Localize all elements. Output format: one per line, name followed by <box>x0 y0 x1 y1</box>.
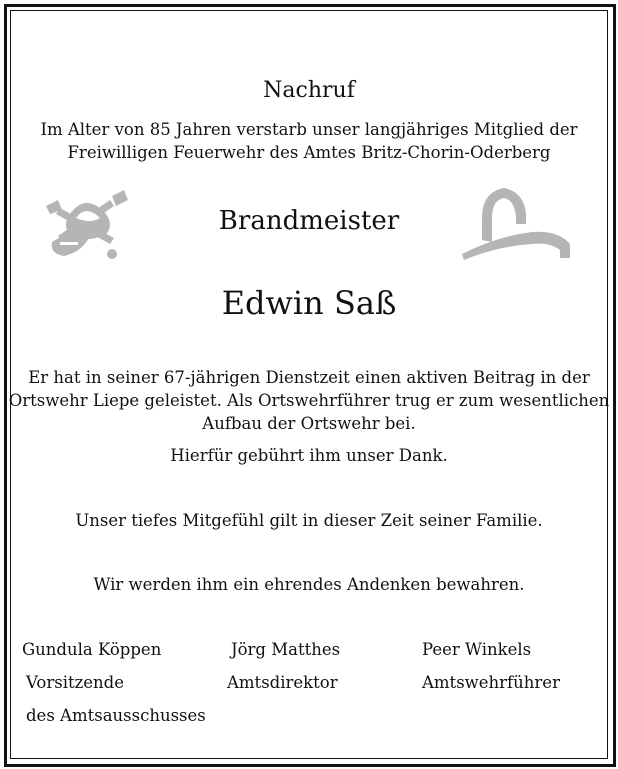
intro-line-2: Freiwilligen Feuerwehr des Amtes Britz-Chorin-Oderberg <box>67 143 551 162</box>
intro-text <box>0 118 618 164</box>
thanks-text: Hierfür gebührt ihm unser Dank. <box>170 446 448 465</box>
signatory-3-role: Amtswehrführer <box>422 673 560 692</box>
intro-line-1: Im Alter von 85 Jahren verstarb unser langjähriges Mitglied der <box>40 120 578 139</box>
rank-title: Brandmeister <box>218 206 400 236</box>
memory-text: Wir werden ihm ein ehrendes Andenken bewahren. <box>93 575 525 594</box>
deceased-name: Edwin Saß <box>221 284 397 322</box>
tribute-text <box>0 366 618 435</box>
tribute-line-2: Ortswehr Liepe geleistet. Als Ortswehrführer trug er zum wesentlichen <box>8 391 610 410</box>
sympathy-text: Unser tiefes Mitgefühl gilt in dieser Zeit seiner Familie. <box>75 511 543 530</box>
tribute-line-3: Aufbau der Ortswehr bei. <box>202 414 416 433</box>
signatory-1-name: Gundula Köppen <box>22 640 162 659</box>
signatory-3-name: Peer Winkels <box>422 640 532 659</box>
signatory-2-role: Amtsdirektor <box>227 673 338 692</box>
signatory-1-role: Vorsitzende <box>26 673 125 692</box>
heading: Nachruf <box>263 78 355 103</box>
signatory-2-name: Jörg Matthes <box>231 640 341 659</box>
signatory-1-role-line-2: des Amtsausschusses <box>26 706 206 725</box>
tribute-line-1: Er hat in seiner 67-jährigen Dienstzeit einen aktiven Beitrag in der <box>28 368 590 387</box>
